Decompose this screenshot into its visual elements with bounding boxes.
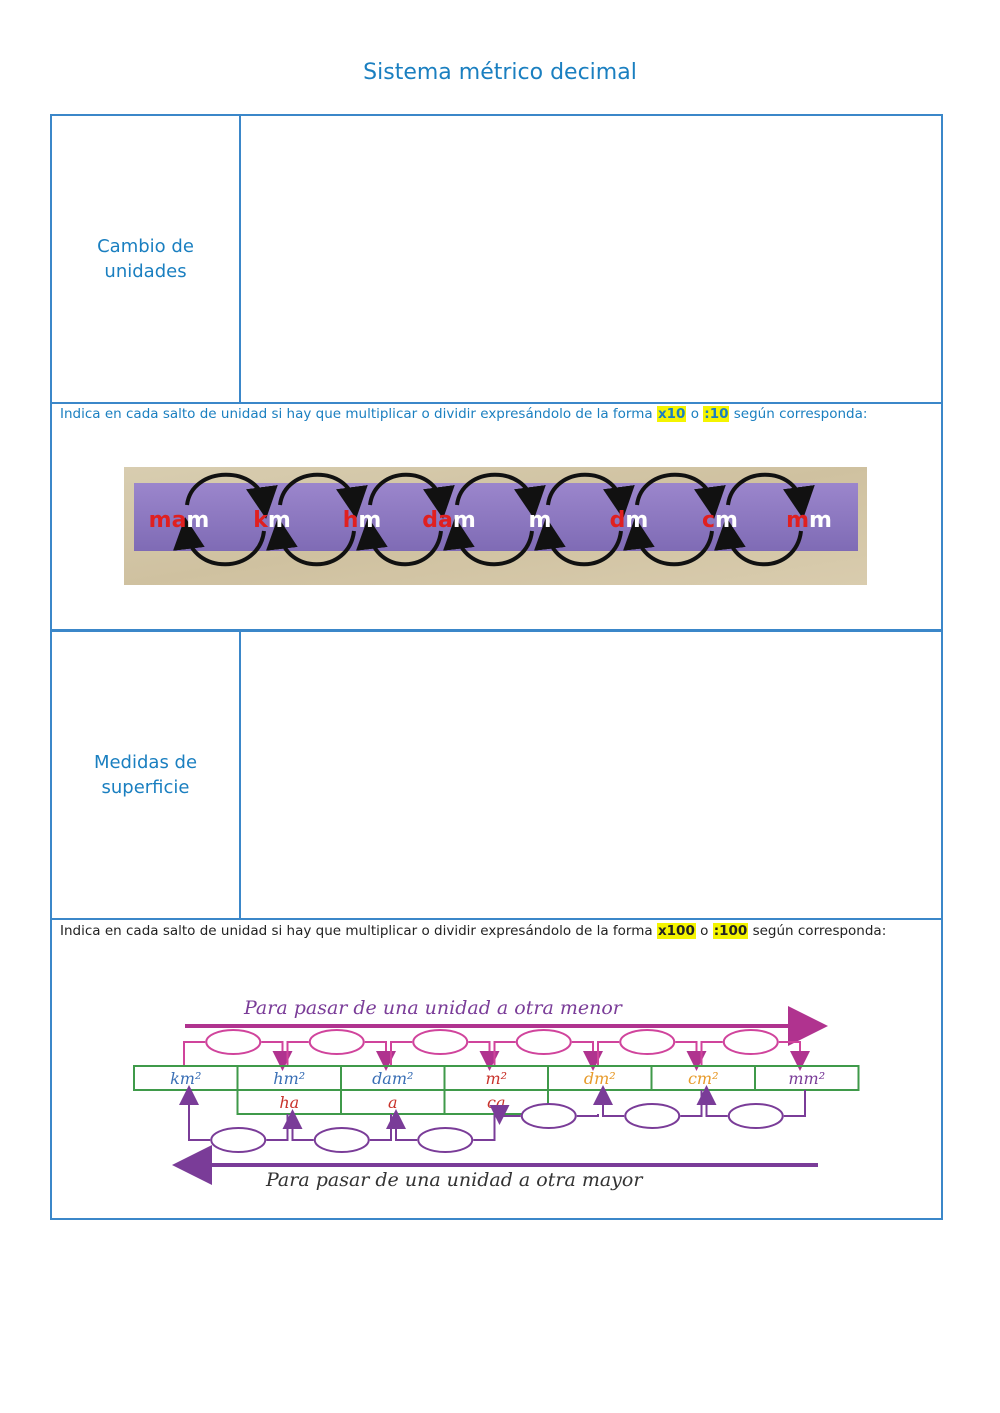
backward-answer-oval[interactable] [418, 1128, 472, 1152]
backward-jump-arrow [707, 1093, 728, 1116]
forward-jump-arrow [365, 1042, 386, 1063]
forward-jump-line [288, 1042, 309, 1066]
surface-unit-label: km² [170, 1069, 202, 1088]
backward-jump-arrow [603, 1093, 624, 1116]
forward-jump-line [495, 1042, 516, 1066]
forward-answer-oval[interactable] [724, 1030, 778, 1054]
superficie-instruction: Indica en cada salto de unidad si hay que multiplicar o dividir expresándolo de la forma x100 o :100 según corresponda: [60, 923, 887, 939]
forward-jump-arrow [779, 1042, 800, 1063]
surface-units-diagram [130, 990, 865, 1195]
backward-jump-line [577, 1114, 598, 1116]
forward-answer-oval[interactable] [517, 1030, 571, 1054]
length-unit-label: cm [702, 508, 738, 533]
length-unit-label: mam [148, 508, 210, 533]
backward-jump-arrow [396, 1117, 417, 1140]
backward-answer-oval[interactable] [522, 1104, 576, 1128]
cambio-answer-area[interactable] [241, 116, 941, 402]
op-multiply-10: x10 [657, 406, 686, 422]
sub-unit-label: ca [487, 1093, 506, 1112]
sub-unit-label: a [387, 1093, 398, 1112]
backward-jump-arrow [189, 1093, 210, 1140]
forward-jump-line [184, 1042, 205, 1066]
surface-unit-label: dam² [372, 1069, 414, 1088]
backward-answer-oval[interactable] [315, 1128, 369, 1152]
surface-unit-label: dm² [583, 1069, 616, 1088]
forward-answer-oval[interactable] [413, 1030, 467, 1054]
length-unit-label: dam [422, 508, 476, 533]
cambio-box [50, 114, 943, 404]
length-unit-label: hm [342, 508, 382, 533]
backward-jump-arrow [293, 1117, 314, 1140]
bottom-caption: Para pasar de una unidad a otra mayor [266, 1169, 643, 1191]
backward-answer-oval[interactable] [729, 1104, 783, 1128]
forward-jump-line [702, 1042, 723, 1066]
op-divide-100: :100 [713, 923, 748, 939]
superficie-answer-area[interactable] [241, 632, 941, 918]
length-unit-label: m [528, 508, 552, 533]
length-units-diagram [124, 467, 867, 585]
cambio-instruction: Indica en cada salto de unidad si hay que multiplicar o dividir expresándolo de la forma x10 o :10 según corresponda: [60, 406, 868, 422]
superficie-label: Medidas de superficie [52, 632, 241, 918]
top-caption: Para pasar de una unidad a otra menor [244, 997, 622, 1019]
surface-unit-label: m² [485, 1069, 508, 1088]
forward-answer-oval[interactable] [310, 1030, 364, 1054]
length-unit-label: km [253, 508, 291, 533]
backward-jump-line [473, 1114, 494, 1140]
forward-jump-arrow [675, 1042, 696, 1063]
backward-jump-line [784, 1090, 805, 1116]
cambio-label: Cambio de unidades [52, 116, 241, 402]
forward-jump-line [391, 1042, 412, 1066]
forward-jump-line [598, 1042, 619, 1066]
surface-unit-label: hm² [273, 1069, 306, 1088]
page-title: Sistema métrico decimal [363, 60, 637, 85]
backward-jump-line [266, 1114, 287, 1140]
sub-unit-label: ha [279, 1093, 300, 1112]
forward-jump-arrow [572, 1042, 593, 1063]
forward-jump-arrow [261, 1042, 282, 1063]
op-divide-10: :10 [704, 406, 729, 422]
surface-unit-label: mm² [788, 1069, 826, 1088]
forward-jump-arrow [468, 1042, 489, 1063]
length-unit-label: dm [609, 508, 649, 533]
backward-jump-arrow [500, 1116, 521, 1117]
backward-answer-oval[interactable] [211, 1128, 265, 1152]
superficie-box [50, 630, 943, 920]
length-unit-label: mm [786, 508, 832, 533]
forward-answer-oval[interactable] [206, 1030, 260, 1054]
backward-answer-oval[interactable] [625, 1104, 679, 1128]
backward-jump-line [680, 1090, 701, 1116]
forward-answer-oval[interactable] [620, 1030, 674, 1054]
backward-jump-line [370, 1114, 391, 1140]
op-multiply-100: x100 [657, 923, 695, 939]
surface-unit-label: cm² [687, 1069, 719, 1088]
